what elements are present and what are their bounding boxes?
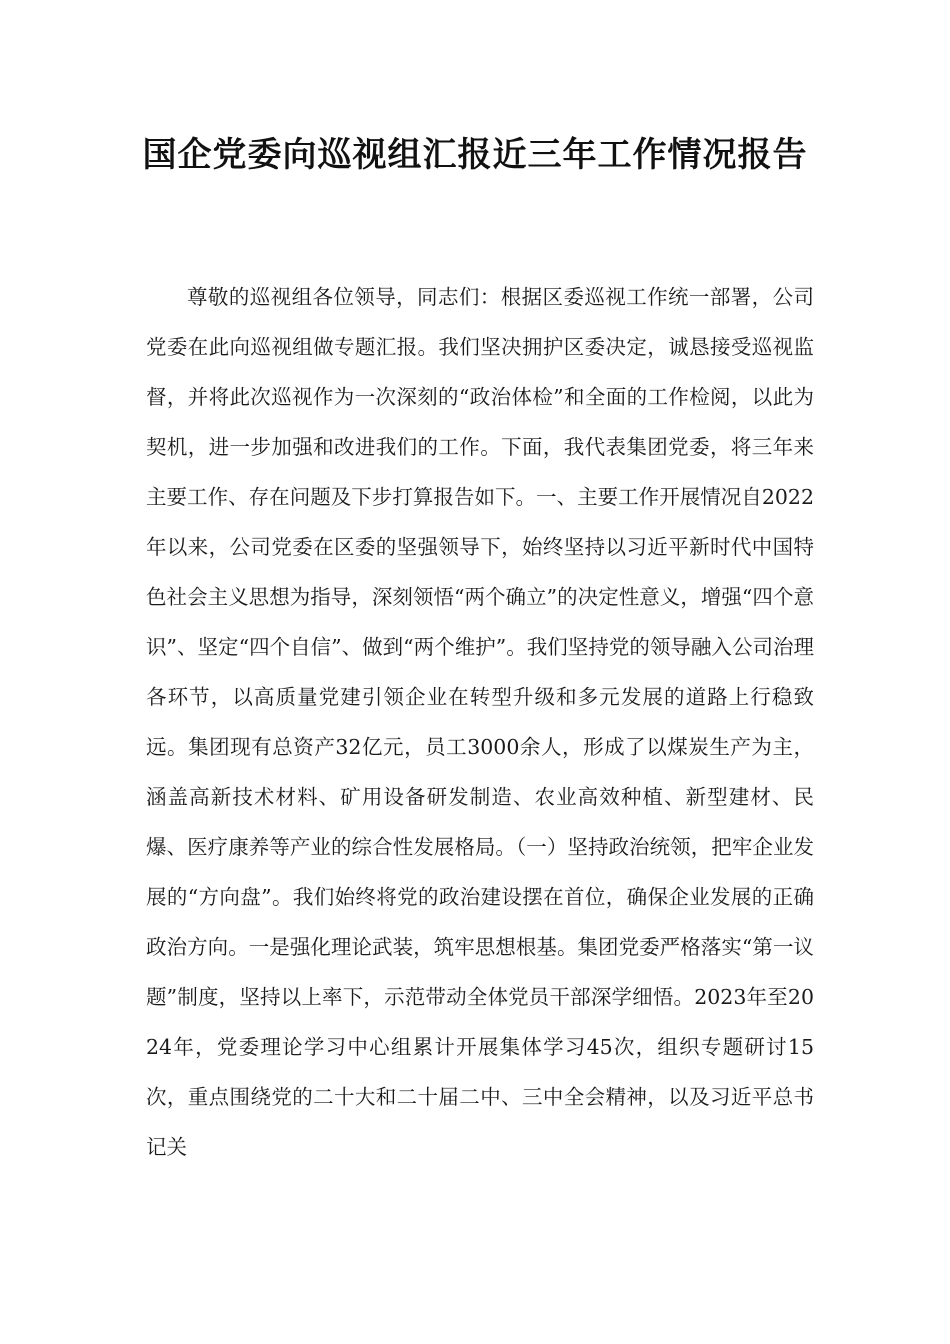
document-title: 国企党委向巡视组汇报近三年工作情况报告	[142, 135, 808, 175]
document-body-paragraph: 尊敬的巡视组各位领导，同志们：根据区委巡视工作统一部署，公司党委在此向巡视组做专题汇报。我们坚决拥护区委决定，诚恳接受巡视监督，并将此次巡视作为一次深刻的“政治体检”和全面的工作检阅，以此为契机，进一步加强和改进我们的工作。下面，我代表集团党委，将三年来主要工作、存在问题及下步打算报告如下。一、主要工作开展情况自2022年以来，公司党委在区委的坚强领导下，始终坚持以习近平新时代中国特色社会主义思想为指导，深刻领悟“两个确立”的决定性意义，增强“四个意识”、坚定“四个自信”、做到“两个维护”。我们坚持党的领导融入公司治理各环节，以高质量党建引领企业在转型升级和多元发展的道路上行稳致远。集团现有总资产32亿元，员工3000余人，形成了以煤炭生产为主，涵盖高新技术材料、矿用设备研发制造、农业高效种植、新型建材、民爆、医疗康养等产业的综合性发展格局。（一）坚持政治统领，把牢企业发展的“方向盘”。我们始终将党的政治建设摆在首位，确保企业发展的正确政治方向。一是强化理论武装，筑牢思想根基。集团党委严格落实“第一议题”制度，坚持以上率下，示范带动全体党员干部深学细悟。2023年至2024年，党委理论学习中心组累计开展集体学习45次，组织专题研讨15次，重点围绕党的二十大和二十届二中、三中全会精神，以及习近平总书记关	[146, 285, 814, 1159]
